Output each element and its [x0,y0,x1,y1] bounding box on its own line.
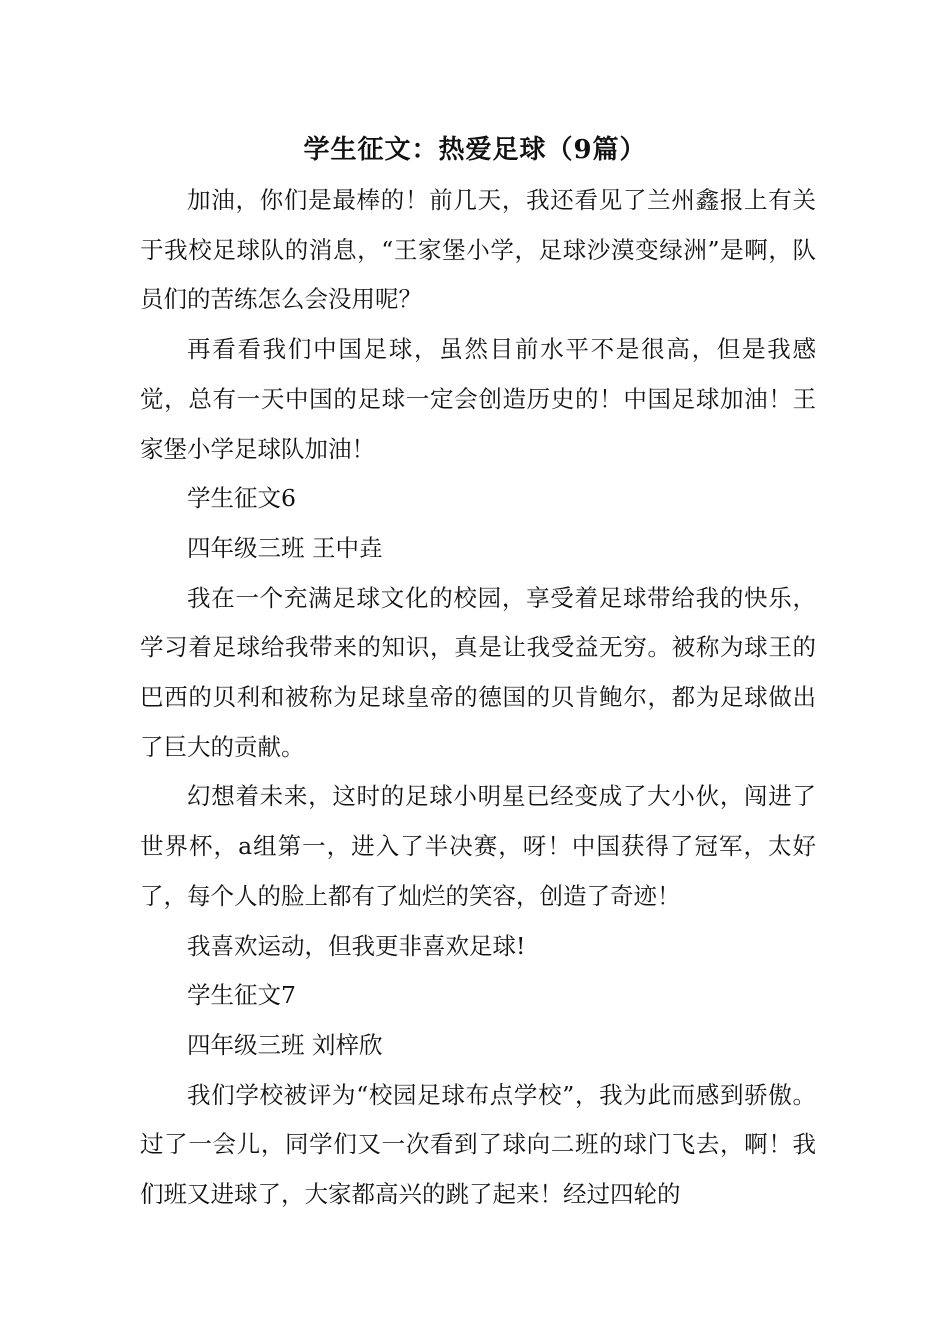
paragraph: 幻想着未来，这时的足球小明星已经变成了大小伙，闯进了世界杯，a组第一，进入了半决赛，呀！中国获得了冠军，太好了，每个人的脸上都有了灿烂的笑容，创造了奇迹！ [140,782,816,910]
essay-heading: 学生征文7 [187,981,296,1010]
paragraph: 加油，你们是最棒的！前几天，我还看见了兰州鑫报上有关于我校足球队的消息，“王家堡小学，足球沙漠变绿洲”是啊，队员们的苦练怎么会没用呢？ [140,186,816,314]
paragraph: 我在一个充满足球文化的校园，享受着足球带给我的快乐，学习着足球给我带来的知识，真是让我受益无穷。被称为球王的巴西的贝利和被称为足球皇帝的德国的贝肯鲍尔，都为足球做出了巨大的贡献。 [140,583,816,761]
author-line: 四年级三班 刘梓欣 [187,1030,383,1059]
author-line: 四年级三班 王中垚 [187,533,383,562]
document-body [140,176,816,1220]
paragraph: 我们学校被评为“校园足球布点学校”，我为此而感到骄傲。过了一会儿，同学们又一次看到了球向二班的球门飞去，啊！我们班又进球了，大家都高兴的跳了起来！经过四轮的 [140,1080,816,1209]
paragraph: 再看看我们中国足球，虽然目前水平不是很高，但是我感觉，总有一天中国的足球一定会创造历史的！中国足球加油！王家堡小学足球队加油！ [140,335,816,463]
document-title: 学生征文：热爱足球（9篇） [303,135,647,165]
paragraph: 我喜欢运动，但我更非喜欢足球! [187,931,526,960]
essay-heading: 学生征文6 [187,484,296,513]
